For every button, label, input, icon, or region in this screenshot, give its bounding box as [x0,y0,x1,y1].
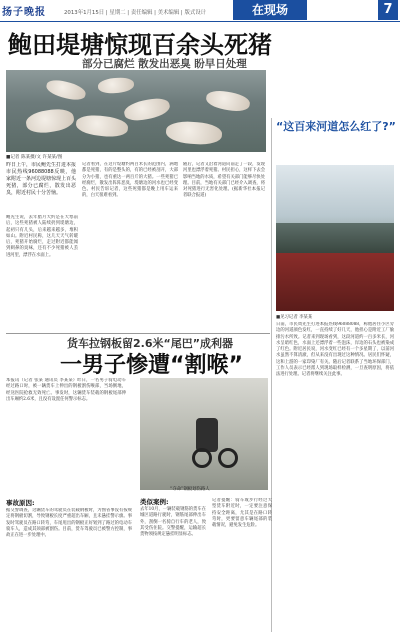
pig-shape [205,88,251,113]
photo-caption: “夺命”钢板划伤路人 [170,487,210,492]
pig-shape [75,113,129,138]
red-river-photo [276,165,394,311]
dead-pigs-photo [6,70,266,152]
case-text: 去年10月，一辆装载钢筋的货车在城区道路行驶时，钢筋尾部伸出车外，刮倒一名骑自行车的老人，致其受伤住院。交警提醒，运输超长货物须按规定悬挂明显标志。 [140,507,206,538]
section-heading: 事故原因: [6,499,35,507]
lead-paragraph: 昨日上午，市民鲍先生打进本报市民热线96088088反映，他家附近一条河边堤塘惊现上百头死猪，部分已腐烂，散发出恶臭，附近村民十分苦恼。 [6,162,76,196]
photo-caption: ■记者 陈某摄/文 许某某/图 [6,155,63,160]
pig-shape [165,120,222,146]
pig-shape [123,95,172,123]
headline-main: 鲍田堤塘惊现百余头死猪 [8,31,272,59]
wheel-shape [218,448,238,468]
pig-shape [25,107,76,135]
kicker-headline: 货车拉钢板留2.6米“尾巴”成利器 [67,337,233,350]
section-heading: 类似案例: [140,498,169,506]
article-column: 记者看到，在这片堤塘约两百米长的范围内，满地都是死猪，有的是整头的，有的已经被剖开，大部分为小猪，也有重达一两百斤的大猪。一些死猪已经腐烂，散发出阵阵恶臭，堤塘边的河水也已经变色。村民告诉记者，这些死猪都是晚上用车运来的，白天很难看到。 [82,162,178,199]
date-line: 2013年1月15日 | 星期二 | 责任编辑 | 美术编辑 | 版式设计 [64,10,207,16]
page-number: 7 [378,0,398,20]
pig-shape [45,77,88,103]
wheel-shape [192,448,212,468]
bank-shape [276,223,394,253]
pig-shape [97,76,134,94]
story-divider [6,333,270,334]
subheadline-main: 部分已腐烂 散发出恶臭 盼早日处理 [82,58,247,70]
sidebar-headline: “这百来河道怎么红了?” [276,120,396,133]
article-column: 本报讯（记者 张某 通讯员 李某某）昨日，一名男子骑电动车经过路口时，被一辆货车上伸出的钢板割伤喉部，当场倒地，经送医院抢救无效死亡。事发时，这辆货车装载的钢板尾部伸出车厢约2.6米，且没有设置任何警示标志。 [6,378,126,402]
article-column: 据交警调查，这辆货车的驾驶员在装载钢板时，为图省事没有按规定将钢板切割，导致钢板长度严重超出车厢，且未悬挂警示旗。事发时驾驶员在路口转弯，车尾甩出的钢板正好划到了路过的电动车骑车人，造成其颈部被割伤。目前，货车驾驶员已被警方控制，事故正在进一步处理中。 [6,508,132,539]
case-box [140,498,206,630]
red-water-shape [276,253,394,311]
section-label: 在现场 [233,0,307,20]
masthead [0,0,400,22]
article-column: 鲍先生说，去年腊月大约是在大寒前后，这些死猪被人陆续扔到堤塘边，起初只有几头，后来越来越多，堆积如山。附近村民称，这几天天气转暖后，死猪开始腐烂，走过附近都能闻到刺鼻的臭味，还有不少死猪被人丢进河里，漂浮在水面上。 [6,215,78,258]
headline-second: 一男子惨遭“割喉” [60,353,243,378]
sidebar-column: 日前，市民周先生打进本报热线96088088，称他居住小区旁边的河道颜色发红，一直持续了好几天，他担心是附近工厂偷排污水所致。记者来到现场看到，这段河道约一百多米长，河水呈暗红色，水面上还漂浮着一些泡沫，岸边的石头也被染成了红色。附近居民说，河水变红已经有一个多星期了，以前河水虽然不算清澈，但从来没有出现过这种情况。居民们怀疑，这和上游的一家印染厂有关。随后记者联系了当地环保部门，工作人员表示已经派人到现场取样检测，一旦查明原因，将依法进行处理。记者将继续关注此事。 [276,322,394,378]
newspaper-logo: 扬子晚报 [2,7,46,18]
scooter-shape [196,418,218,452]
article-column: 随后，记者又沿着河道向前走了一段，发现河里也漂浮着死猪。村民担心，这样下去会影响当地的水质，希望有关部门能够尽快处理。目前，当地有关部门已经介入调查，将对死猪进行无害化处理。(据新华社本报记者联合报道) [183,162,265,199]
sidebar-byline: ■见习记者 李某某 [276,315,313,320]
masthead-rule [0,21,400,22]
article-column: 记者提醒：骑车或步行经过大型货车附近时，一定要注意保持安全距离，尤其是在路口转弯时，更要留意车辆尾部的装载情况，避免发生危险。 [212,498,272,529]
truck-steel-photo [140,378,268,490]
